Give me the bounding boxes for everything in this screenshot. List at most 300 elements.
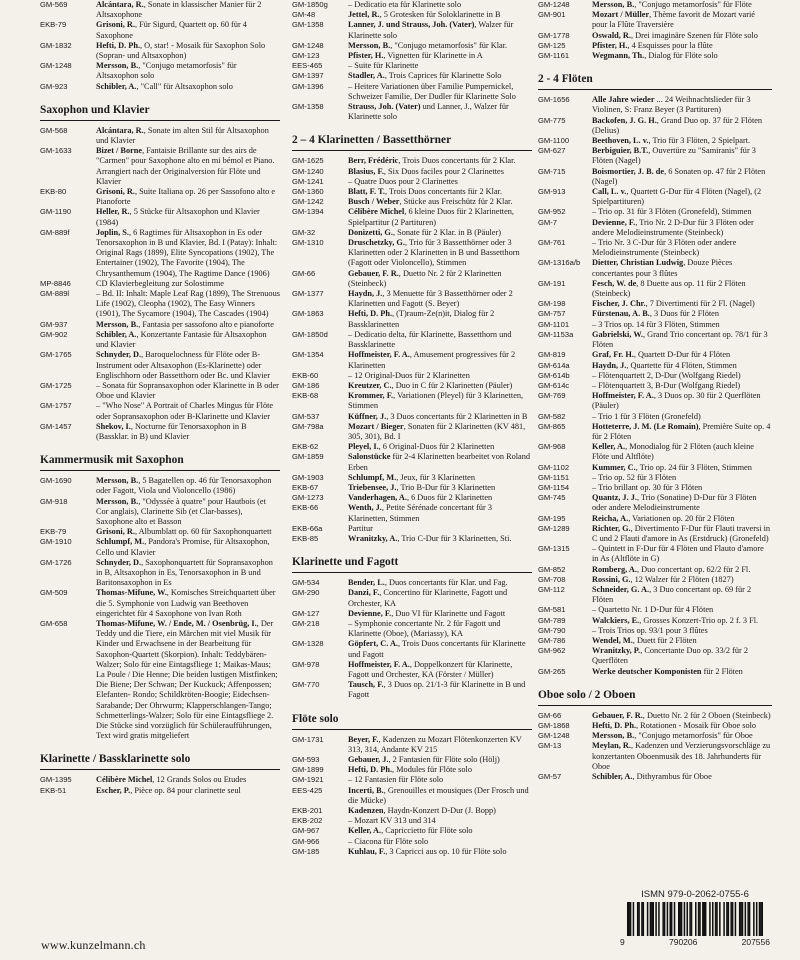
composer-name: Mersson, B.: [96, 319, 139, 329]
catalog-description: [96, 146, 280, 187]
catalog-description: [96, 497, 280, 528]
catalog-code: EKB-62: [292, 442, 319, 452]
catalog-entry: [538, 41, 772, 51]
catalog-code: GM-901: [538, 10, 566, 20]
catalog-entry: [538, 575, 772, 585]
catalog-description: [348, 309, 532, 329]
work-title: – 3 Trios op. 14 für 3 Flöten, Stimmen: [592, 319, 720, 329]
work-title: , Concertante Duo op. 33/2 für 2 Querflöten: [592, 646, 749, 666]
catalog-entry: [40, 476, 280, 496]
catalog-description: [592, 238, 772, 258]
catalog-code: GM-1397: [292, 71, 324, 81]
catalog-entry: [538, 412, 772, 422]
work-title: , Baroquelochness für Flöte oder B-Instrument oder Altsaxophon (Es-Klarinette) oder Englischhorn oder Bassetthorn oder Bc. und Klavier: [96, 350, 270, 380]
catalog-entry: [40, 330, 280, 350]
composer-name: Pleyel, I.: [348, 442, 379, 452]
catalog-entry: [538, 585, 772, 605]
catalog-description: [96, 41, 280, 61]
catalog-code: GM-1725: [40, 380, 72, 390]
catalog-description: [348, 177, 532, 187]
catalog-code: GM-852: [538, 564, 566, 574]
work-title: , 3 Menuette für 3 Bassetthörner oder 2 Klarinetten und Fagott (S. Beyer): [348, 289, 513, 309]
work-title: , O, star! - Mosaik für Saxophon Solo (Sopran- und Altsaxophon): [96, 40, 266, 61]
composer-name: Romberg, A.: [592, 564, 637, 574]
work-title: , Vignetten für Klarinette in A: [383, 51, 483, 61]
catalog-code: GM-1850d: [292, 329, 328, 339]
catalog-code: GM-1690: [40, 476, 72, 486]
catalog-description: [96, 527, 280, 537]
catalog-description: [348, 289, 532, 309]
catalog-code: GM-1868: [538, 721, 570, 730]
catalog-entry: [538, 0, 772, 10]
catalog-description: [96, 187, 280, 207]
catalog-entry: [40, 786, 280, 796]
catalog-code: GM-968: [538, 442, 566, 452]
work-title: , "Conjugo metamorfosis" für Flöte: [634, 0, 752, 9]
work-title: , 8 Duette aus op. 11 für 2 Flöten (Steinbeck): [592, 278, 746, 299]
catalog-entry: [292, 680, 532, 700]
catalog-entry: [40, 588, 280, 619]
catalog-entry: [538, 167, 772, 187]
composer-name: Hotteterre, J. M. (Le Romain): [592, 421, 699, 431]
catalog-description: [96, 588, 280, 619]
catalog-code: EKB-79: [40, 20, 67, 30]
composer-name: Backofen, J. G. H.: [592, 115, 657, 125]
work-title: , Der Teddy und die Tiere, ein Märchen mit viel Musik für Kinder und Erwachsene in der Bearbeitung für Saxophon-Quartett (Skorpion). Inhalt: Teddybären-Walzer; Solo für eine Eintagsfliege 1; Maikas-Maus; La Poule / Die Henne; Die beiden lustigen Mistfinken; Die Biene; Der Schwan; Der Kuckuck; Affenpossen; Elefanten- Rondo; Schildkröten-Boogie; Eidechsen-Sarabande; Der Ohrwurm; Klapperschlangen-Tango; Schmetterlings-Walzer; Solo für eine Eintagsfliege 2. Die Stücke sind vorzüglich für Schüleraufführungen, Text wird gratis mitgeliefert: [96, 618, 278, 741]
composer-name: Salonstücke: [348, 452, 391, 462]
catalog-description: [592, 95, 772, 115]
catalog-description: [592, 721, 772, 731]
work-title: , Variationen (Pleyel) für 3 Klarinetten, Stimmen: [348, 391, 524, 411]
catalog-entry: [292, 483, 532, 493]
catalog-entry: [538, 330, 772, 350]
catalog-entry: [292, 660, 532, 680]
catalog-description: [592, 218, 772, 238]
work-title: , Kadenzen zu Mozart Flötenkonzerten KV 313, 314, Andante KV 215: [348, 734, 522, 754]
catalog-code: GM-614c: [538, 380, 570, 390]
catalog-entry: [292, 588, 532, 608]
catalog-entry: [292, 167, 532, 177]
catalog-entry: [292, 786, 532, 806]
work-title: , 3 Capricci aus op. 10 für Flöte solo: [385, 846, 507, 856]
catalog-description: [348, 412, 532, 422]
work-title: – Ciacona für Flöte solo: [348, 836, 429, 846]
composer-name: Wranitzky, A.: [348, 533, 398, 543]
work-title: , Sonaten für 2 Klarinetten (KV 481, 305, 301), Bd. I: [348, 421, 526, 441]
catalog-code: GM-1315: [538, 544, 570, 554]
work-title: – Quartetto Nr. 1 D-Dur für 4 Flöten: [592, 605, 714, 615]
catalog-description: [348, 503, 532, 523]
catalog-code: GM-1240: [292, 166, 324, 176]
catalog-code: GM-534: [292, 578, 320, 588]
work-title: , Quartett D-Dur für 4 Flöten: [633, 350, 731, 360]
composer-name: Dietter, Christian Ludwig: [592, 258, 684, 268]
catalog-code: GM-569: [40, 0, 68, 9]
catalog-description: [592, 309, 772, 319]
catalog-code: EKB-85: [292, 533, 319, 543]
catalog-description: [592, 279, 772, 299]
catalog-entry: [292, 452, 532, 472]
catalog-description: [96, 775, 280, 785]
catalog-code: GM-889l: [40, 289, 70, 299]
catalog-description: [348, 786, 532, 806]
work-title: , 3 Duos für 2 Flöten: [649, 309, 719, 319]
composer-name: Schneider, G. A.: [592, 584, 650, 594]
catalog-description: [592, 646, 772, 666]
work-title: – Sonata für Sopransaxophon oder Klarinette in B oder Oboe und Klavier: [96, 380, 279, 401]
composer-name: Devienne, F.: [348, 608, 392, 618]
work-title: , 5 Bagatellen op. 46 für Tenorsaxophon oder Fagott, Viola und Violoncello (1986): [96, 476, 272, 496]
catalog-entry: [292, 51, 532, 61]
composer-name: Call, L. v.: [592, 187, 627, 197]
catalog-code: EKB-66: [292, 503, 319, 513]
catalog-description: [592, 626, 772, 636]
catalog-entry: [292, 61, 532, 71]
composer-name: Kuhlau, F.: [348, 846, 386, 856]
catalog-entry: [40, 289, 280, 320]
catalog-code: GM-865: [538, 421, 566, 431]
catalog-description: [348, 765, 532, 775]
catalog-code: GM-185: [292, 846, 320, 856]
work-title: , Albumblatt op. 60 für Saxophonquartett: [134, 527, 272, 537]
catalog-entry: [292, 350, 532, 370]
catalog-code: GM-48: [292, 10, 316, 20]
catalog-description: [592, 585, 772, 605]
column-middle: [292, 0, 532, 857]
catalog-entry: [40, 381, 280, 401]
catalog-description: [96, 381, 280, 401]
catalog-description: [592, 524, 772, 544]
catalog-entry: [538, 605, 772, 615]
composer-name: Gabrielski, W.: [592, 329, 643, 339]
catalog-description: [348, 534, 532, 544]
catalog-code: GM-1765: [40, 350, 72, 360]
catalog-description: [592, 514, 772, 524]
catalog-description: [592, 207, 772, 217]
catalog-entry: [292, 816, 532, 826]
catalog-entry: [40, 61, 280, 81]
catalog-description: [592, 731, 772, 741]
work-title: , Walzer für Klarinette solo: [348, 20, 514, 40]
catalog-description: [348, 187, 532, 197]
work-title: , Dialog für Flöte solo: [644, 51, 718, 61]
catalog-code: GM-1394: [292, 207, 324, 217]
work-title: , Duos concertants für Klar. und Fag.: [384, 578, 508, 588]
work-title: , Suite Italiana op. 26 per Sassofono alto e Pianoforte: [96, 187, 276, 207]
catalog-entry: [538, 772, 772, 782]
composer-name: Mersson, B.: [592, 0, 635, 9]
composer-name: Wegmann, Th.: [592, 51, 645, 61]
catalog-code: GM-1625: [292, 156, 324, 166]
catalog-code: GM-889f: [40, 227, 70, 237]
catalog-description: [96, 20, 280, 40]
catalog-entry: [292, 422, 532, 442]
catalog-code: GM-1633: [40, 146, 72, 156]
composer-name: Göpfert, C. A.: [348, 639, 399, 649]
catalog-entry: [40, 82, 280, 92]
catalog-entry: [40, 207, 280, 227]
catalog-code: EES-425: [292, 785, 323, 795]
catalog-code: GM-66: [538, 710, 562, 720]
catalog-code: GM-1377: [292, 289, 324, 299]
work-title: , "Conjugo metamorfosis" für Oboe: [634, 731, 753, 741]
work-title: , (T)raum-Ze(n)it, Dialog für 2 Bassklarinetten: [348, 309, 495, 329]
work-title: Partitur: [348, 523, 373, 533]
work-title: – Suite für Klarinette: [348, 61, 419, 71]
work-title: , Doppelkonzert für Klarinette, Fagott und Orchester, KA (Förster / Müller): [348, 659, 513, 679]
catalog-entry: [538, 483, 772, 493]
catalog-entry: [538, 238, 772, 258]
composer-name: Schlumpf, M.: [348, 472, 397, 482]
work-title: , 12 Grands Solos ou Etudes: [152, 775, 247, 785]
catalog-description: [348, 609, 532, 619]
composer-name: Gebauer, F. R.: [348, 268, 399, 278]
work-title: , Grosses Konzert-Trio op. 2 f. 3 Fl.: [639, 615, 759, 625]
catalog-code: GM-1903: [292, 472, 324, 482]
catalog-entry: [292, 442, 532, 452]
work-title: , Duett für 2 Flöten: [632, 635, 697, 645]
catalog-entry: [538, 320, 772, 330]
work-title: und Lanner, J., Walzer für Klarinette solo: [348, 102, 509, 122]
work-title: – Heitere Variationen über Familie Pumpernickel, Schweizer Familie, Der Dudler für Klarinette Solo: [348, 81, 516, 101]
work-title: für 2 Flöten: [701, 666, 743, 676]
composer-name: Lanner, J. und Strauss, Joh. (Vater): [348, 20, 475, 30]
catalog-code: GM-66: [292, 268, 316, 278]
catalog-description: [592, 31, 772, 41]
catalog-description: [348, 207, 532, 227]
work-title: , Sonate in klassischer Manier für 2 Altsaxophone: [96, 0, 262, 20]
catalog-description: [592, 772, 772, 782]
catalog-code: GM-1161: [538, 51, 570, 61]
composer-name: Hefti, D. Ph.: [348, 765, 393, 775]
catalog-description: [348, 197, 532, 207]
catalog-code: GM-509: [40, 588, 68, 598]
catalog-entry: [538, 279, 772, 299]
catalog-code: GM-1396: [292, 81, 324, 91]
catalog-entry: [538, 10, 772, 30]
catalog-code: GM-1726: [40, 557, 72, 567]
catalog-description: [592, 565, 772, 575]
work-title: , Trois Duos concertants für 2 Klar.: [384, 187, 503, 197]
catalog-entry: [40, 146, 280, 187]
catalog-entry: [40, 187, 280, 207]
composer-name: Berbiguier, B.T.: [592, 146, 649, 156]
catalog-entry: [538, 565, 772, 575]
work-title: , Trio C-Dur für 3 Klarinetten, Sti.: [397, 533, 512, 543]
composer-name: Reicha, A.: [592, 513, 629, 523]
catalog-description: [348, 61, 532, 71]
work-title: – Trois Trios op. 93/1 pour 3 flûtes: [592, 625, 708, 635]
catalog-entry: [292, 473, 532, 483]
composer-name: Wendel, M.: [592, 635, 633, 645]
catalog-entry: [292, 238, 532, 269]
catalog-entry: [292, 775, 532, 785]
catalog-entry: [292, 102, 532, 122]
work-title: , 5 Grotesken für Soloklarinette in B: [379, 10, 501, 20]
catalog-description: [592, 10, 772, 30]
work-title: , Duo in C für 2 Klarinetten (Päuler): [391, 380, 513, 390]
catalog-entry: [538, 667, 772, 677]
work-title: – Flötenquartett 2, D-Dur (Wolfgang Riedel): [592, 370, 741, 380]
composer-name: Hoffmeister, F. A.: [348, 659, 410, 669]
catalog-code: GM-1289: [538, 523, 570, 533]
composer-name: Schnyder, D.: [96, 350, 142, 360]
catalog-description: [348, 269, 532, 289]
catalog-description: [348, 71, 532, 81]
catalog-entry: [40, 20, 280, 40]
catalog-description: [348, 10, 532, 20]
work-title: – Trio brillant op. 30 für 3 Flöten: [592, 482, 703, 492]
catalog-code: GM-614b: [538, 370, 570, 380]
barcode-bars: [627, 902, 763, 936]
catalog-entry: [538, 422, 772, 442]
work-title: , Duetto Nr. 2 für 2 Oboen (Steinbeck): [642, 710, 771, 720]
catalog-entry: [292, 639, 532, 659]
work-title: , Für Sigurd, Quartett op. 60 für 4 Saxophone: [96, 20, 247, 40]
catalog-description: [592, 0, 772, 10]
composer-name: Berr, Frédéric: [348, 156, 399, 166]
work-title: , Grenouilles et mousiques (Der Frosch und die Mücke): [348, 785, 529, 805]
work-title: – Flötenquartett 3, B-Dur (Wolfgang Riedel): [592, 380, 741, 390]
catalog-description: [592, 299, 772, 309]
catalog-entry: [538, 524, 772, 544]
catalog-entry: [538, 731, 772, 741]
catalog-code: GM-819: [538, 350, 566, 360]
catalog-description: [348, 422, 532, 442]
catalog-entry: [538, 95, 772, 115]
composer-name: Beyer, F.: [348, 734, 379, 744]
work-title: , 3 Duos op. 21/1-3 für Klarinette in B und Fagott: [348, 680, 526, 700]
work-title: , Trio B-Dur für 3 Klarinetten: [396, 482, 496, 492]
section-heading: Saxophon und Klavier: [40, 104, 280, 121]
composer-name: Heller, R.: [96, 207, 130, 217]
catalog-code: GM-769: [538, 391, 566, 401]
work-title: , Fantaisie Brillante sur des airs de "Carmen" pour Saxophone alto en mi bémol et Piano. Arrangiert nach der Originalversion für Flöte und Klavier: [96, 146, 275, 186]
catalog-code: EKB-201: [292, 806, 323, 816]
composer-name: Graf, Fr. H.: [592, 350, 634, 360]
catalog-entry: [538, 218, 772, 238]
work-title: – Dedicatio eta für Klarinette solo: [348, 0, 462, 9]
catalog-entry: [538, 646, 772, 666]
catalog-entry: [40, 126, 280, 146]
catalog-entry: [538, 741, 772, 772]
composer-name: Joplin, S.: [96, 227, 129, 237]
catalog-entry: [292, 391, 532, 411]
composer-name: Krommer, F.: [348, 391, 394, 401]
work-title: , Komisches Streichquartett über die 5. Symphonie von Ludwig van Beethoven eingerichtet für 4 Saxophone von Ivan Roth: [96, 588, 276, 618]
work-title: , Variationen op. 20 für 2 Flöten: [628, 513, 735, 523]
composer-name: Grisoni, R.: [96, 20, 135, 30]
catalog-code: GM-1248: [40, 61, 72, 71]
composer-name: Fürstenau, A. B.: [592, 309, 650, 319]
catalog-description: [96, 476, 280, 496]
catalog-code: GM-1273: [292, 493, 324, 503]
composer-name: Thomas-Mifune, W.: [96, 588, 167, 598]
catalog-code: GM-1101: [538, 319, 570, 329]
work-title: , Thème favorit de Mozart varié pour la Flûte Traversière: [592, 10, 755, 30]
composer-name: Alcántara, R.: [96, 0, 144, 9]
composer-name: Jettel, R.: [348, 10, 380, 20]
catalog-description: [96, 350, 280, 381]
catalog-entry: [40, 619, 280, 741]
catalog-description: [592, 412, 772, 422]
catalog-code: GM-798a: [292, 421, 324, 431]
work-title: – Dedicatio delta, für Klarinette, Bassetthorn und Bassklarinette: [348, 329, 512, 350]
catalog-entry: [292, 765, 532, 775]
work-title: – Trio Nr. 3 C-Dur für 3 Flöten oder andere Melodieinstrumente (Steinbeck): [592, 238, 737, 258]
work-title: , Duo concertant op. 62/2 für 2 Fl.: [636, 564, 751, 574]
composer-name: Mersson, B.: [592, 731, 635, 741]
catalog-code: EKB-67: [292, 482, 319, 492]
catalog-code: GM-1241: [292, 176, 324, 186]
catalog-entry: [40, 350, 280, 381]
publisher-url[interactable]: www.kunzelmann.ch: [41, 938, 146, 952]
catalog-description: [348, 371, 532, 381]
composer-name: Schibler, A.: [592, 772, 633, 782]
catalog-code: GM-1358: [292, 102, 324, 112]
work-title: – Bd. II: Inhalt: Maple Leaf Rag (1899), The Strenuous Life (1902), Cleopha (1902), The Easy Winners (1901), The Sycamore (1904), The Cascades (1904): [96, 289, 280, 319]
catalog-code: GM-978: [292, 659, 320, 669]
composer-name: Grisoni, R.: [96, 187, 135, 197]
work-title: – Quatre Duos pour 2 Clarinettes: [348, 176, 458, 186]
catalog-description: [348, 806, 532, 816]
catalog-description: [96, 279, 280, 289]
catalog-description: [592, 442, 772, 462]
composer-name: Keller, A.: [348, 826, 382, 836]
catalog-entry: [292, 493, 532, 503]
catalog-description: [348, 775, 532, 785]
catalog-description: [592, 391, 772, 411]
work-title: , Haydn-Konzert D-Dur (J. Bopp): [383, 806, 496, 816]
work-title: , Nocturne für Tenorsaxophon in B (Bassklar. in B) und Klavier: [96, 421, 247, 441]
composer-name: Incerti, B.: [348, 785, 384, 795]
composer-name: Donizetti, G.: [348, 227, 393, 237]
catalog-description: [592, 167, 772, 187]
catalog-code: EKB-68: [292, 391, 319, 401]
catalog-entry: [538, 711, 772, 721]
catalog-entry: [538, 391, 772, 411]
barcode-digits: [620, 937, 770, 947]
work-title: – Mozart KV 313 und 314: [348, 816, 436, 826]
composer-name: Schibler, A.: [96, 81, 137, 91]
catalog-entry: [538, 146, 772, 166]
work-title: , Quartette für 4 Flöten, Stimmen: [626, 360, 737, 370]
catalog-code: GM-7: [538, 217, 557, 227]
catalog-description: [348, 350, 532, 370]
composer-name: Hoffmeister, F. A.: [348, 350, 410, 360]
catalog-entry: [40, 41, 280, 61]
catalog-entry: [292, 10, 532, 20]
catalog-code: GM-1731: [292, 734, 324, 744]
catalog-entry: [538, 361, 772, 371]
catalog-entry: [292, 187, 532, 197]
catalog-code: MP-8846: [40, 278, 71, 288]
catalog-entry: [292, 534, 532, 544]
composer-name: Rossini, G.: [592, 574, 631, 584]
catalog-code: GM-1248: [538, 0, 570, 9]
catalog-description: [348, 837, 532, 847]
catalog-code: GM-1100: [538, 136, 570, 146]
work-title: , 12 Walzer für 2 Flöten (1827): [630, 574, 734, 584]
work-title: , Fantasia per sassofono alto e pianoforte: [138, 319, 274, 329]
catalog-description: [348, 578, 532, 588]
catalog-entry: [538, 309, 772, 319]
work-title: , Divertimento F-Dur für Flauti traversi in C und 2 Flauti d'amore in As (Erstdruck) (Gronefeld): [592, 523, 771, 543]
work-title: , Pandora's Promise, für Altsaxophon, Cello und Klavier: [96, 537, 270, 557]
catalog-entry: [40, 775, 280, 785]
composer-name: Tausch, F.: [348, 680, 384, 690]
catalog-code: GM-32: [292, 227, 316, 237]
